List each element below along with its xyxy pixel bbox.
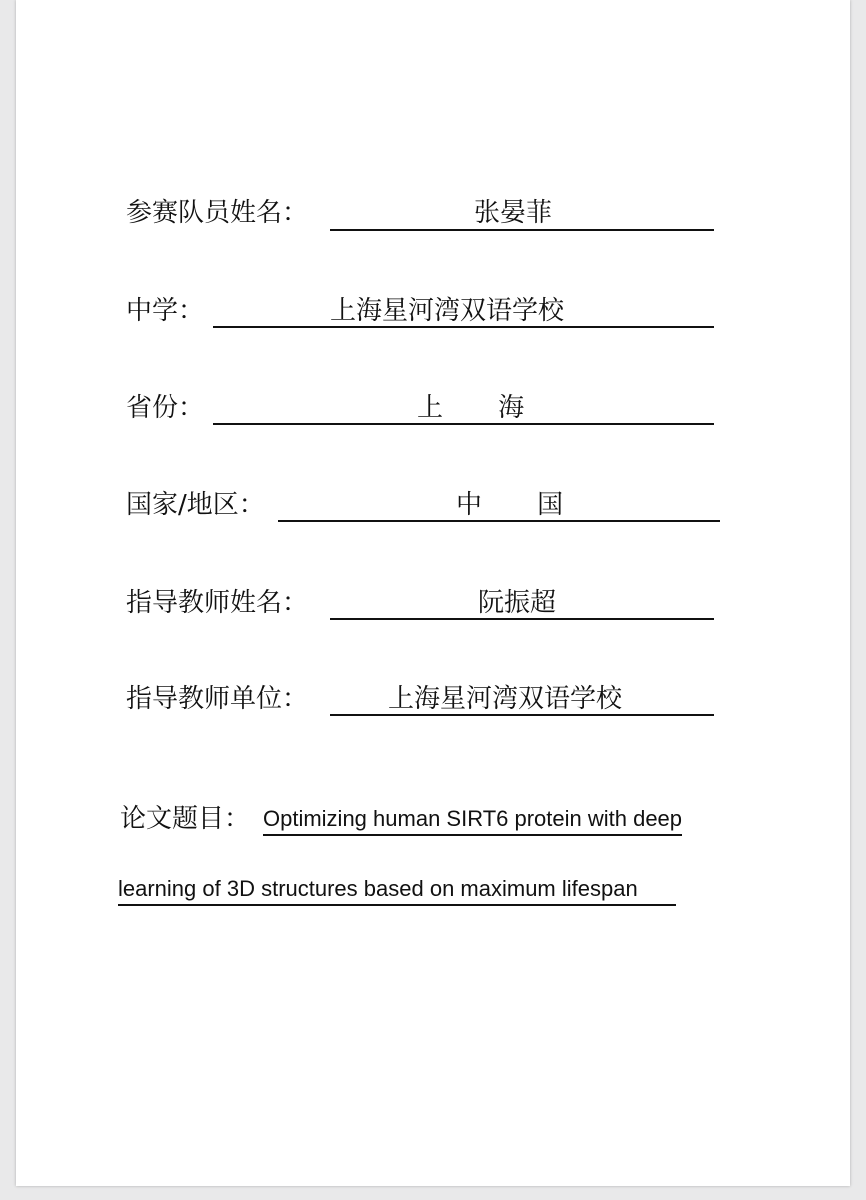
thesis-title-line-1: Optimizing human SIRT6 protein with deep bbox=[263, 806, 682, 836]
thesis-title-label: 论文题目： bbox=[120, 804, 251, 834]
school-label: 中学： bbox=[126, 296, 205, 326]
province-value: 上 海 bbox=[417, 393, 548, 423]
team-member-name-value: 张晏菲 bbox=[474, 198, 553, 228]
team-member-name-label: 参赛队员姓名： bbox=[126, 198, 309, 228]
advisor-name-label: 指导教师姓名： bbox=[126, 588, 309, 618]
country-region-label: 国家/地区： bbox=[126, 490, 265, 520]
document-page bbox=[16, 0, 850, 1186]
school-value: 上海星河湾双语学校 bbox=[330, 296, 565, 326]
advisor-institution-value: 上海星河湾双语学校 bbox=[388, 684, 623, 714]
advisor-name-value: 阮振超 bbox=[478, 588, 557, 618]
province-label: 省份： bbox=[126, 393, 205, 423]
advisor-institution-label: 指导教师单位： bbox=[126, 684, 309, 714]
thesis-title-line-2: learning of 3D structures based on maximum lifespan bbox=[118, 876, 676, 906]
country-region-value: 中 国 bbox=[456, 490, 587, 520]
